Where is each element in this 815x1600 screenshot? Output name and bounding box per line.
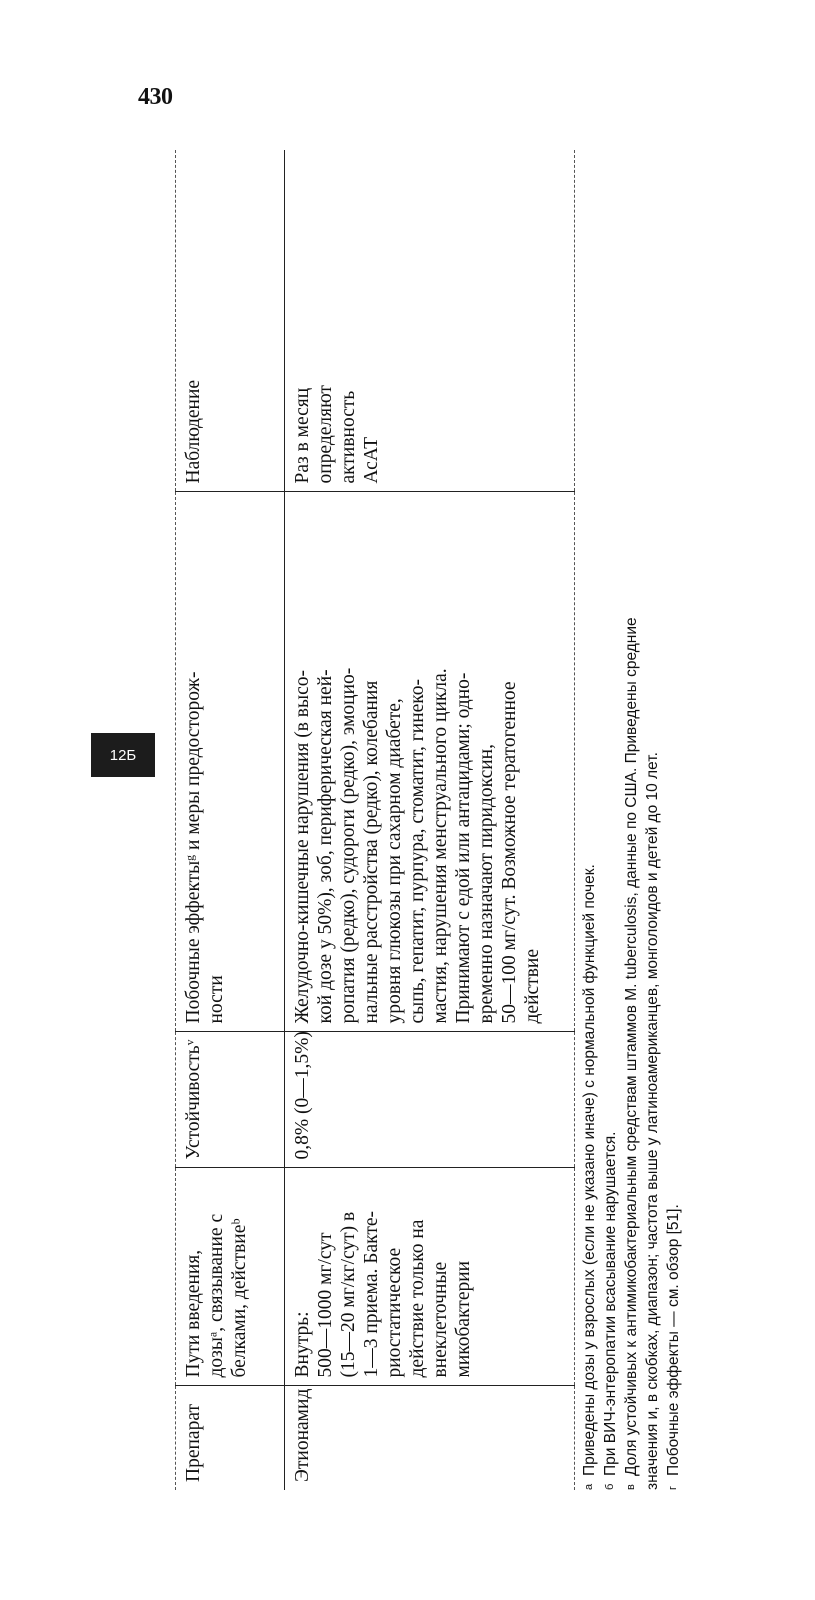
table-header-row <box>176 150 285 1490</box>
footnote-b: бПри ВИЧ-энтеропатии всасывание нарушается. <box>602 1131 619 1490</box>
table-row <box>285 150 575 1490</box>
footnotes <box>579 150 684 1490</box>
cell-resistance: 0,8% (0—1,5%) <box>285 1032 575 1168</box>
footnote-v: вДоля устойчивых к антимикобактериальным средствам штаммов M. tuberculosis, данные по США. Приведены средние <box>623 617 640 1490</box>
header-route: Пути введения, дозыᵃ, связывание с белками, действиеᵇ <box>176 1168 285 1386</box>
cell-drug: Этионамид <box>285 1386 575 1490</box>
header-monitoring: Наблюдение <box>176 150 285 492</box>
cell-route: Внутрь: 500—1000 мг/сут (15—20 мг/кг/сут) в 1—3 приема. Бакте- риостатическое действие только на внеклеточные микобактерии <box>285 1168 575 1386</box>
drug-table <box>175 150 575 1490</box>
cell-monitoring: Раз в месяц определяют активность АсАТ <box>285 150 575 492</box>
header-resistance: Устойчивостьᵛ <box>176 1032 285 1168</box>
footnote-v-continued: значения и, в скобках, диапазон; частота выше у латиноамериканцев, монголоидов и детей до 10 лет. <box>644 752 661 1490</box>
rotated-page-content <box>175 150 695 1490</box>
cell-side-effects: Желудочно-кишечные нарушения (в высо- кой дозе у 50%), зоб, периферическая ней- ропатия (редко), судороги (редко), эмоцио- нальные расстройства (редко), колебания уровня глюкозы при сахарном диабете, сыпь, гепатит, пурпура, стоматит, гинеко- мастия, нарушения менструального цикла. Принимают с едой или антацидами; одно- временно назначают пиридоксин, 50—100 мг/сут. Возможное тератогенное действие <box>285 492 575 1032</box>
header-side-effects: Побочные эффектыᵍ и меры предосторож- ности <box>176 492 285 1032</box>
footnote-a: аПриведены дозы у взрослых (если не указано иначе) с нормальной функцией почек. <box>581 864 598 1490</box>
footnote-g: гПобочные эффекты — см. обзор [51]. <box>665 1204 682 1490</box>
page-number: 430 <box>138 84 173 110</box>
section-tag: 12Б <box>91 733 155 777</box>
header-drug: Препарат <box>176 1386 285 1490</box>
